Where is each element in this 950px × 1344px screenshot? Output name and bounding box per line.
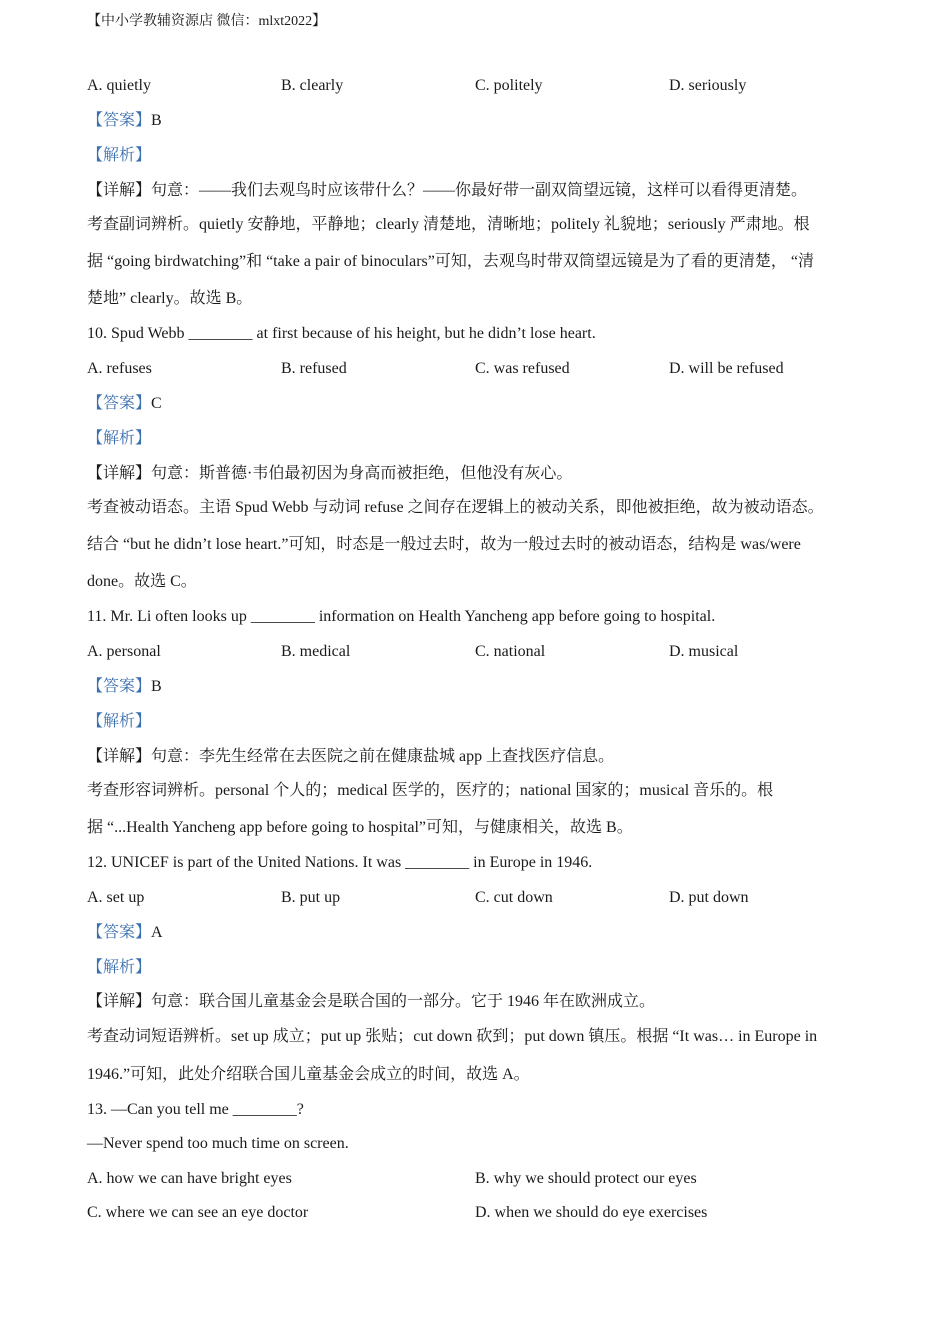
q12-answer: [87, 922, 163, 944]
q12-analysis-label: 【解析】: [87, 959, 152, 976]
q11-detail: 【详解】句意：李先生经常在去医院之前在健康盐城 app 上查找医疗信息。: [87, 748, 615, 765]
q13-reply: —Never spend too much time on screen.: [87, 1135, 349, 1152]
answer-label: 【答案】: [87, 112, 152, 129]
q10-explanation-line: 考查被动语态。主语 Spud Webb 与动词 refuse 之间存在逻辑上的被动关系，即他被拒绝，故为被动语态。: [87, 499, 824, 516]
answer-value: B: [151, 112, 162, 129]
q12-option-d: D. put down: [669, 889, 749, 906]
q11-option-a: A. personal: [87, 643, 161, 660]
q12-stem: 12. UNICEF is part of the United Nations. It was ________ in Europe in 1946.: [87, 854, 593, 871]
q10-detail: 【详解】句意：斯普德·韦伯最初因为身高而被拒绝，但他没有灰心。: [87, 465, 573, 482]
answer-value: B: [151, 678, 162, 695]
answer-label: 【答案】: [87, 678, 152, 695]
q10-answer: [87, 393, 162, 415]
q9-option-c: C. politely: [475, 77, 543, 94]
q11-analysis-label: 【解析】: [87, 713, 152, 730]
q10-option-a: A. refuses: [87, 360, 152, 377]
q13-option-c: C. where we can see an eye doctor: [87, 1204, 309, 1221]
q13-option-b: B. why we should protect our eyes: [475, 1170, 697, 1187]
q10-analysis-label: 【解析】: [87, 430, 152, 447]
answer-value: C: [151, 395, 162, 412]
answer-value: A: [151, 924, 163, 941]
q12-explanation-line: 考查动词短语辨析。set up 成立；put up 张贴；cut down 砍到；put down 镇压。根据 “It was… in Europe in: [87, 1028, 818, 1045]
page-header: 【中小学教辅资源店 微信：mlxt2022】: [87, 14, 327, 29]
q9-analysis-label: 【解析】: [87, 147, 152, 164]
q12-option-c: C. cut down: [475, 889, 553, 906]
q9-answer: [87, 110, 162, 132]
q9-explanation-line: 考查副词辨析。quietly 安静地，平静地；clearly 清楚地，清晰地；politely 礼貌地；seriously 严肃地。根: [87, 216, 810, 233]
q13-stem: 13. —Can you tell me ________?: [87, 1101, 304, 1118]
q13-option-d: D. when we should do eye exercises: [475, 1204, 708, 1221]
q9-option-d: D. seriously: [669, 77, 747, 94]
answer-label: 【答案】: [87, 924, 152, 941]
q12-detail: 【详解】句意：联合国儿童基金会是联合国的一部分。它于 1946 年在欧洲成立。: [87, 993, 656, 1010]
q11-explanation-line: 据 “...Health Yancheng app before going to hospital”可知，与健康相关，故选 B。: [87, 819, 633, 836]
q9-explanation-line: 据 “going birdwatching”和 “take a pair of binoculars”可知，去观鸟时带双筒望远镜是为了看的更清楚， “清: [87, 253, 814, 270]
q11-answer: [87, 676, 162, 698]
q11-explanation-line: 考查形容词辨析。personal 个人的；medical 医学的，医疗的；national 国家的；musical 音乐的。根: [87, 782, 774, 799]
q10-option-c: C. was refused: [475, 360, 570, 377]
q10-option-b: B. refused: [281, 360, 347, 377]
q11-option-b: B. medical: [281, 643, 351, 660]
q12-option-a: A. set up: [87, 889, 145, 906]
q11-option-d: D. musical: [669, 643, 739, 660]
answer-label: 【答案】: [87, 395, 152, 412]
q12-explanation-line: 1946.”可知，此处介绍联合国儿童基金会成立的时间，故选 A。: [87, 1066, 530, 1083]
q11-option-c: C. national: [475, 643, 546, 660]
q13-option-a: A. how we can have bright eyes: [87, 1170, 292, 1187]
q9-option-b: B. clearly: [281, 77, 344, 94]
q11-stem: 11. Mr. Li often looks up ________ information on Health Yancheng app before going to hospital.: [87, 608, 716, 625]
q9-explanation-line: 楚地” clearly。故选 B。: [87, 290, 253, 307]
q10-option-d: D. will be refused: [669, 360, 784, 377]
q10-explanation-line: done。故选 C。: [87, 573, 197, 590]
q9-detail: 【详解】句意：——我们去观鸟时应该带什么？——你最好带一副双筒望远镜，这样可以看得更清楚。: [87, 182, 808, 199]
q10-explanation-line: 结合 “but he didn’t lose heart.”可知，时态是一般过去时，故为一般过去时的被动语态，结构是 was/were: [87, 536, 801, 553]
q10-stem: 10. Spud Webb ________ at first because of his height, but he didn’t lose heart.: [87, 325, 596, 342]
q9-option-a: A. quietly: [87, 77, 151, 94]
q12-option-b: B. put up: [281, 889, 341, 906]
